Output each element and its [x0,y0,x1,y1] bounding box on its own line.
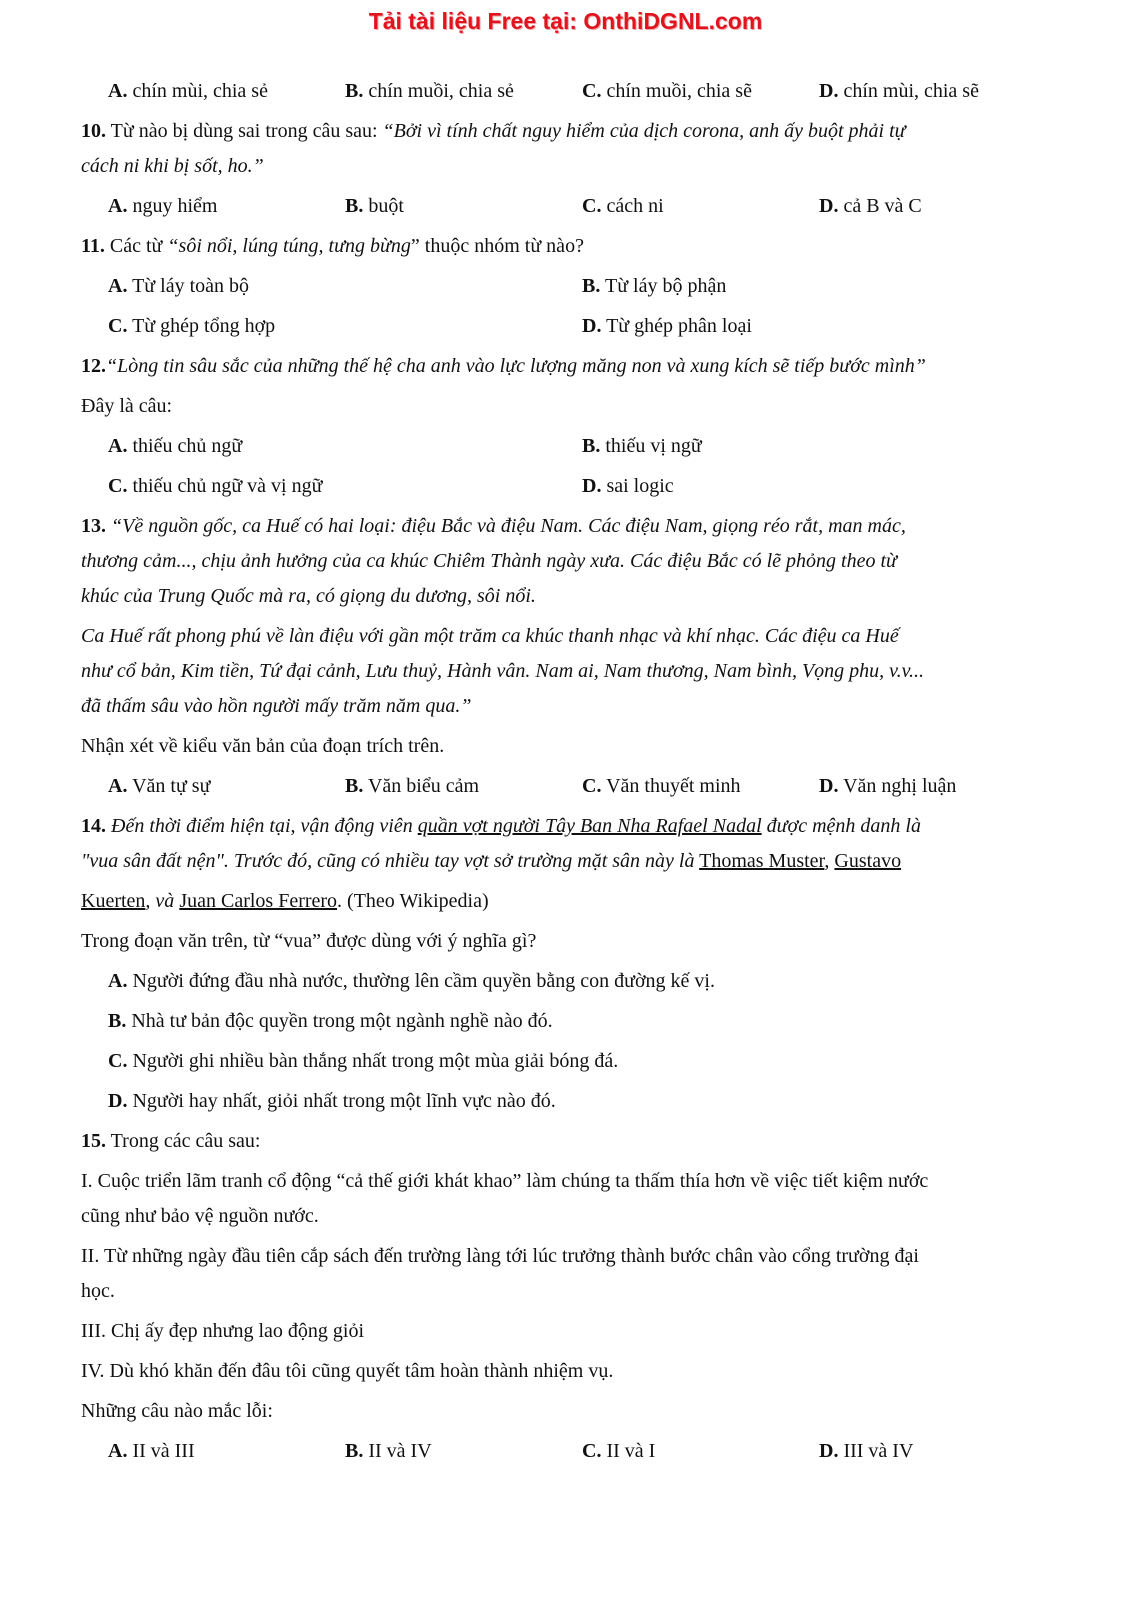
q14-link-kuerten[interactable]: Kuerten [81,890,146,912]
q13-option-d[interactable]: D. Văn nghị luận [819,775,957,797]
q14-option-a[interactable]: A. Người đứng đầu nhà nước, thường lên cầm quyền bằng con đường kế vị. [108,970,715,992]
q15-options [81,1434,1056,1469]
q12-options-row2 [81,469,1056,504]
q15-stem: 15. Trong các câu sau: [81,1130,261,1152]
q9-options [81,74,1056,109]
q10-option-b[interactable]: B. buột [345,195,404,217]
q11-option-a[interactable]: A. Từ láy toàn bộ [108,275,250,297]
q10-option-a[interactable]: A. nguy hiểm [108,195,218,217]
q12-option-a[interactable]: A. thiếu chủ ngữ [108,435,243,457]
q15-sentence-2-l1: II. Từ những ngày đầu tiên cắp sách đến trường làng tới lúc trưởng thành bước chân vào cổng trường đại [81,1245,919,1267]
q15-sentence-2-l2: học. [81,1280,115,1302]
q14-option-b[interactable]: B. Nhà tư bản độc quyền trong một ngành nghề nào đó. [108,1010,553,1032]
q15-option-d[interactable]: D. III và IV [819,1440,914,1462]
q15-option-c[interactable]: C. II và I [582,1440,656,1462]
q13-passage-p1-l3: khúc của Trung Quốc mà ra, có giọng du dương, sôi nổi. [81,585,536,607]
q9-option-a[interactable]: A. chín mùi, chia sẻ [108,80,268,102]
q13-stem: Nhận xét về kiểu văn bản của đoạn trích trên. [81,735,445,757]
q13-option-b[interactable]: B. Văn biểu cảm [345,775,480,797]
source-banner: Tải tài liệu Free tại: OnthiDGNL.com [368,8,763,34]
q13-option-c[interactable]: C. Văn thuyết minh [582,775,741,797]
q11-option-b[interactable]: B. Từ láy bộ phận [582,275,727,297]
q15-option-a[interactable]: A. II và III [108,1440,195,1462]
q14-passage-l2: "vua sân đất nện". Trước đó, cũng có nhiều tay vợt sở trường mặt sân này là Thomas Muster, Gustavo [81,850,902,872]
q14-link-gustavo[interactable]: Gustavo [834,850,902,872]
q12-option-b[interactable]: B. thiếu vị ngữ [582,435,702,457]
q11-options-row2 [81,309,1056,344]
q11-option-c[interactable]: C. Từ ghép tổng hợp [108,315,276,337]
q10-stem-cont: cách ni khi bị sốt, ho.” [81,155,264,177]
q13-options [81,769,1056,804]
q15-sentence-3: III. Chị ấy đẹp nhưng lao động giỏi [81,1320,365,1342]
q15-sentence-1-l2: cũng như bảo vệ nguồn nước. [81,1205,319,1227]
q10-option-c[interactable]: C. cách ni [582,195,664,217]
q14-stem: Trong đoạn văn trên, từ “vua” được dùng với ý nghĩa gì? [81,930,537,952]
exam-content [81,74,1056,1474]
q15-question: Những câu nào mắc lỗi: [81,1400,273,1422]
q11-options-row1 [81,269,1056,304]
q14-link-nadal[interactable]: quần vợt người Tây Ban Nha Rafael Nadal [417,815,762,837]
q14-passage-l1: 14. Đến thời điểm hiện tại, vận động viên quần vợt người Tây Ban Nha Rafael Nadal được mệnh danh là [81,815,921,837]
q13-passage-p2-l1: Ca Huế rất phong phú về làn điệu với gần một trăm ca khúc thanh nhạc và khí nhạc. Các điệu ca Huế [81,625,899,647]
q14-link-ferrero[interactable]: Juan Carlos Ferrero [179,890,338,912]
q14-passage-l3: Kuerten, và Juan Carlos Ferrero. (Theo Wikipedia) [81,890,489,912]
q12-option-d[interactable]: D. sai logic [582,475,674,497]
q10-options [81,189,1056,224]
q12-quote: 12.“Lòng tin sâu sắc của những thế hệ cha anh vào lực lượng măng non và xung kích sẽ tiếp bước mình” [81,355,926,377]
q11-option-d[interactable]: D. Từ ghép phân loại [582,315,752,337]
q13-passage-p2-l3: đã thấm sâu vào hồn người mấy trăm năm qua.” [81,695,472,717]
q12-stem: Đây là câu: [81,395,173,417]
q14-option-d[interactable]: D. Người hay nhất, giỏi nhất trong một lĩnh vực nào đó. [108,1090,556,1112]
q14-link-muster[interactable]: Thomas Muster [699,850,825,872]
q9-option-c[interactable]: C. chín muồi, chia sẽ [582,80,752,102]
q11-stem: 11. Các từ “sôi nổi, lúng túng, tưng bừng” thuộc nhóm từ nào? [81,235,584,257]
q14-option-c[interactable]: C. Người ghi nhiều bàn thắng nhất trong một mùa giải bóng đá. [108,1050,619,1072]
q15-sentence-1-l1: I. Cuộc triển lãm tranh cổ động “cả thế giới khát khao” làm chúng ta thấm thía hơn về việc tiết kiệm nước [81,1170,929,1192]
q12-options-row1 [81,429,1056,464]
q13-passage-p1-l1: 13. “Về nguồn gốc, ca Huế có hai loại: điệu Bắc và điệu Nam. Các điệu Nam, giọng réo rắt, man mác, [81,515,906,537]
q10-stem: 10. Từ nào bị dùng sai trong câu sau: “Bởi vì tính chất nguy hiểm của dịch corona, anh ấy buột phải tự [81,120,906,142]
q9-option-b[interactable]: B. chín muồi, chia sẻ [345,80,514,102]
q13-passage-p1-l2: thương cảm..., chịu ảnh hưởng của ca khúc Chiêm Thành ngày xưa. Các điệu Bắc có lẽ phỏng theo từ [81,550,897,572]
q9-option-d[interactable]: D. chín mùi, chia sẽ [819,80,979,102]
q13-option-a[interactable]: A. Văn tự sự [108,775,211,797]
q15-sentence-4: IV. Dù khó khăn đến đâu tôi cũng quyết tâm hoàn thành nhiệm vụ. [81,1360,614,1382]
q10-option-d[interactable]: D. cả B và C [819,195,922,217]
q12-option-c[interactable]: C. thiếu chủ ngữ và vị ngữ [108,475,323,497]
q13-passage-p2-l2: như cổ bản, Kim tiền, Tứ đại cảnh, Lưu thuỷ, Hành vân. Nam ai, Nam thương, Nam bình, Vọng phu, v.v... [81,660,924,682]
q15-option-b[interactable]: B. II và IV [345,1440,432,1462]
